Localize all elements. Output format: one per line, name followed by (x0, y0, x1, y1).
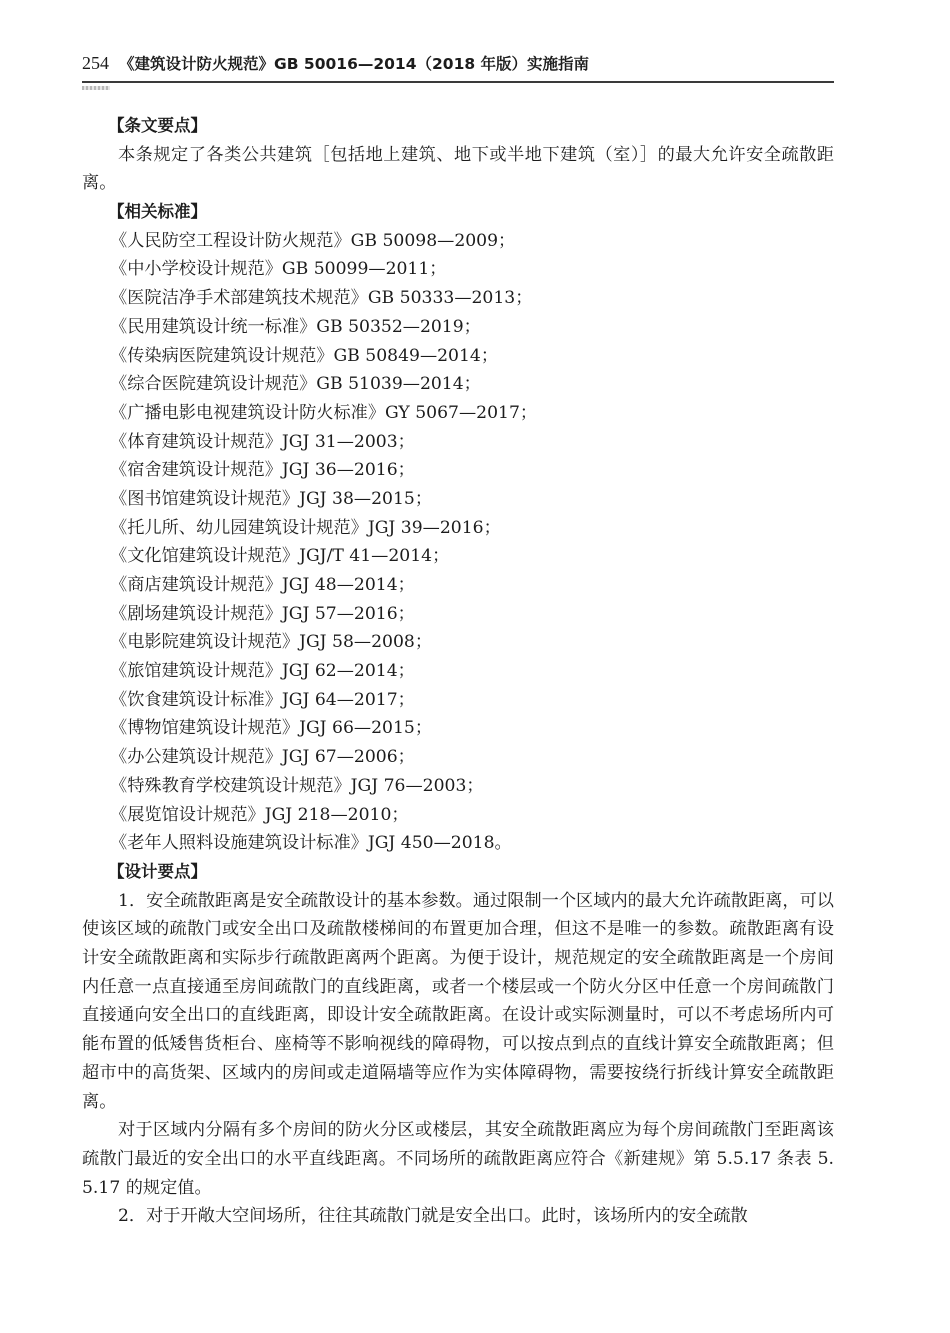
design-points-body (82, 887, 834, 1231)
design-point-paragraph: 对于区域内分隔有多个房间的防火分区或楼层，其安全疏散距离应为每个房间疏散门至距离该疏散门最近的安全出口的水平直线距离。不同场所的疏散距离应符合《新建规》第 5.5.17 条表 5.5.17 的规定值。 (82, 1120, 834, 1198)
standard-item: 《特殊教育学校建筑设计规范》JGJ 76—2003； (110, 775, 484, 796)
heading-key-points: 【条文要点】 (108, 116, 207, 135)
standard-item: 《人民防空工程设计防火规范》GB 50098—2009； (110, 230, 516, 251)
heading-design-points: 【设计要点】 (108, 861, 207, 881)
standard-item: 《饮食建筑设计标准》JGJ 64—2017； (110, 689, 415, 710)
page-number: 254 (82, 53, 109, 73)
standard-item: 《展览馆设计规范》JGJ 218—2010； (110, 804, 409, 825)
standard-item: 《电影院建筑设计规范》JGJ 58—2008； (110, 632, 433, 653)
page-body (82, 112, 834, 1231)
standard-item: 《综合医院建筑设计规范》GB 51039—2014； (110, 374, 481, 395)
standard-item: 《广播电影电视建筑设计防火标准》GY 5067—2017； (110, 402, 538, 423)
standard-item: 《办公建筑设计规范》JGJ 67—2006； (110, 747, 415, 768)
header-rule (82, 81, 834, 83)
document-page (82, 50, 834, 1231)
standard-item: 《剧场建筑设计规范》JGJ 57—2016； (110, 603, 415, 624)
standard-item: 《民用建筑设计统一标准》GB 50352—2019； (110, 316, 481, 337)
standard-item: 《老年人照料设施建筑设计标准》JGJ 450—2018。 (110, 833, 512, 854)
running-header (82, 50, 834, 77)
related-standards-list (82, 227, 834, 858)
standard-item: 《体育建筑设计规范》JGJ 31—2003； (110, 431, 415, 452)
standard-item: 《图书馆建筑设计规范》JGJ 38—2015； (110, 488, 433, 509)
running-title: 《建筑设计防火规范》GB 50016—2014（2018 年版）实施指南 (119, 55, 590, 73)
standard-item: 《商店建筑设计规范》JGJ 48—2014； (110, 575, 415, 596)
key-points-paragraph: 本条规定了各类公共建筑［包括地上建筑、地下或半地下建筑（室）］的最大允许安全疏散距离。 (82, 144, 834, 194)
standard-item: 《文化馆建筑设计规范》JGJ/T 41—2014； (110, 546, 450, 567)
design-point-paragraph: 2．对于开敞大空间场所，往往其疏散门就是安全出口。此时，该场所内的安全疏散 (118, 1206, 748, 1227)
design-point-paragraph: 1．安全疏散距离是安全疏散设计的基本参数。通过限制一个区域内的最大允许疏散距离，可以使该区域的疏散门或安全出口及疏散楼梯间的布置更加合理，但这不是唯一的参数。疏散距离有设计安全疏散距离和实际步行疏散距离两个距离。为便于设计，规范规定的安全疏散距离是一个房间内任意一点直接通至房间疏散门的直线距离，或者一个楼层或一个防火分区中任意一个房间疏散门直接通向安全出口的直线距离，即设计安全疏散距离。在设计或实际测量时，可以不考虑场所内可能布置的低矮售货柜台、座椅等不影响视线的障碍物，可以按点到点的直线计算安全疏散距离；但超市中的高货架、区域内的房间或走道隔墙等应作为实体障碍物，需要按绕行折线计算安全疏散距离。 (82, 890, 834, 1112)
standard-item: 《托儿所、幼儿园建筑设计规范》JGJ 39—2016； (110, 517, 501, 538)
standard-item: 《宿舍建筑设计规范》JGJ 36—2016； (110, 460, 415, 481)
standard-item: 《博物馆建筑设计规范》JGJ 66—2015； (110, 718, 433, 739)
standard-item: 《医院洁净手术部建筑技术规范》GB 50333—2013； (110, 288, 533, 309)
heading-related-standards: 【相关标准】 (108, 202, 207, 222)
standard-item: 《中小学校设计规范》GB 50099—2011； (110, 259, 447, 280)
standard-item: 《旅馆建筑设计规范》JGJ 62—2014； (110, 661, 415, 682)
standard-item: 《传染病医院建筑设计规范》GB 50849—2014； (110, 345, 499, 366)
header-decoration (82, 86, 110, 90)
